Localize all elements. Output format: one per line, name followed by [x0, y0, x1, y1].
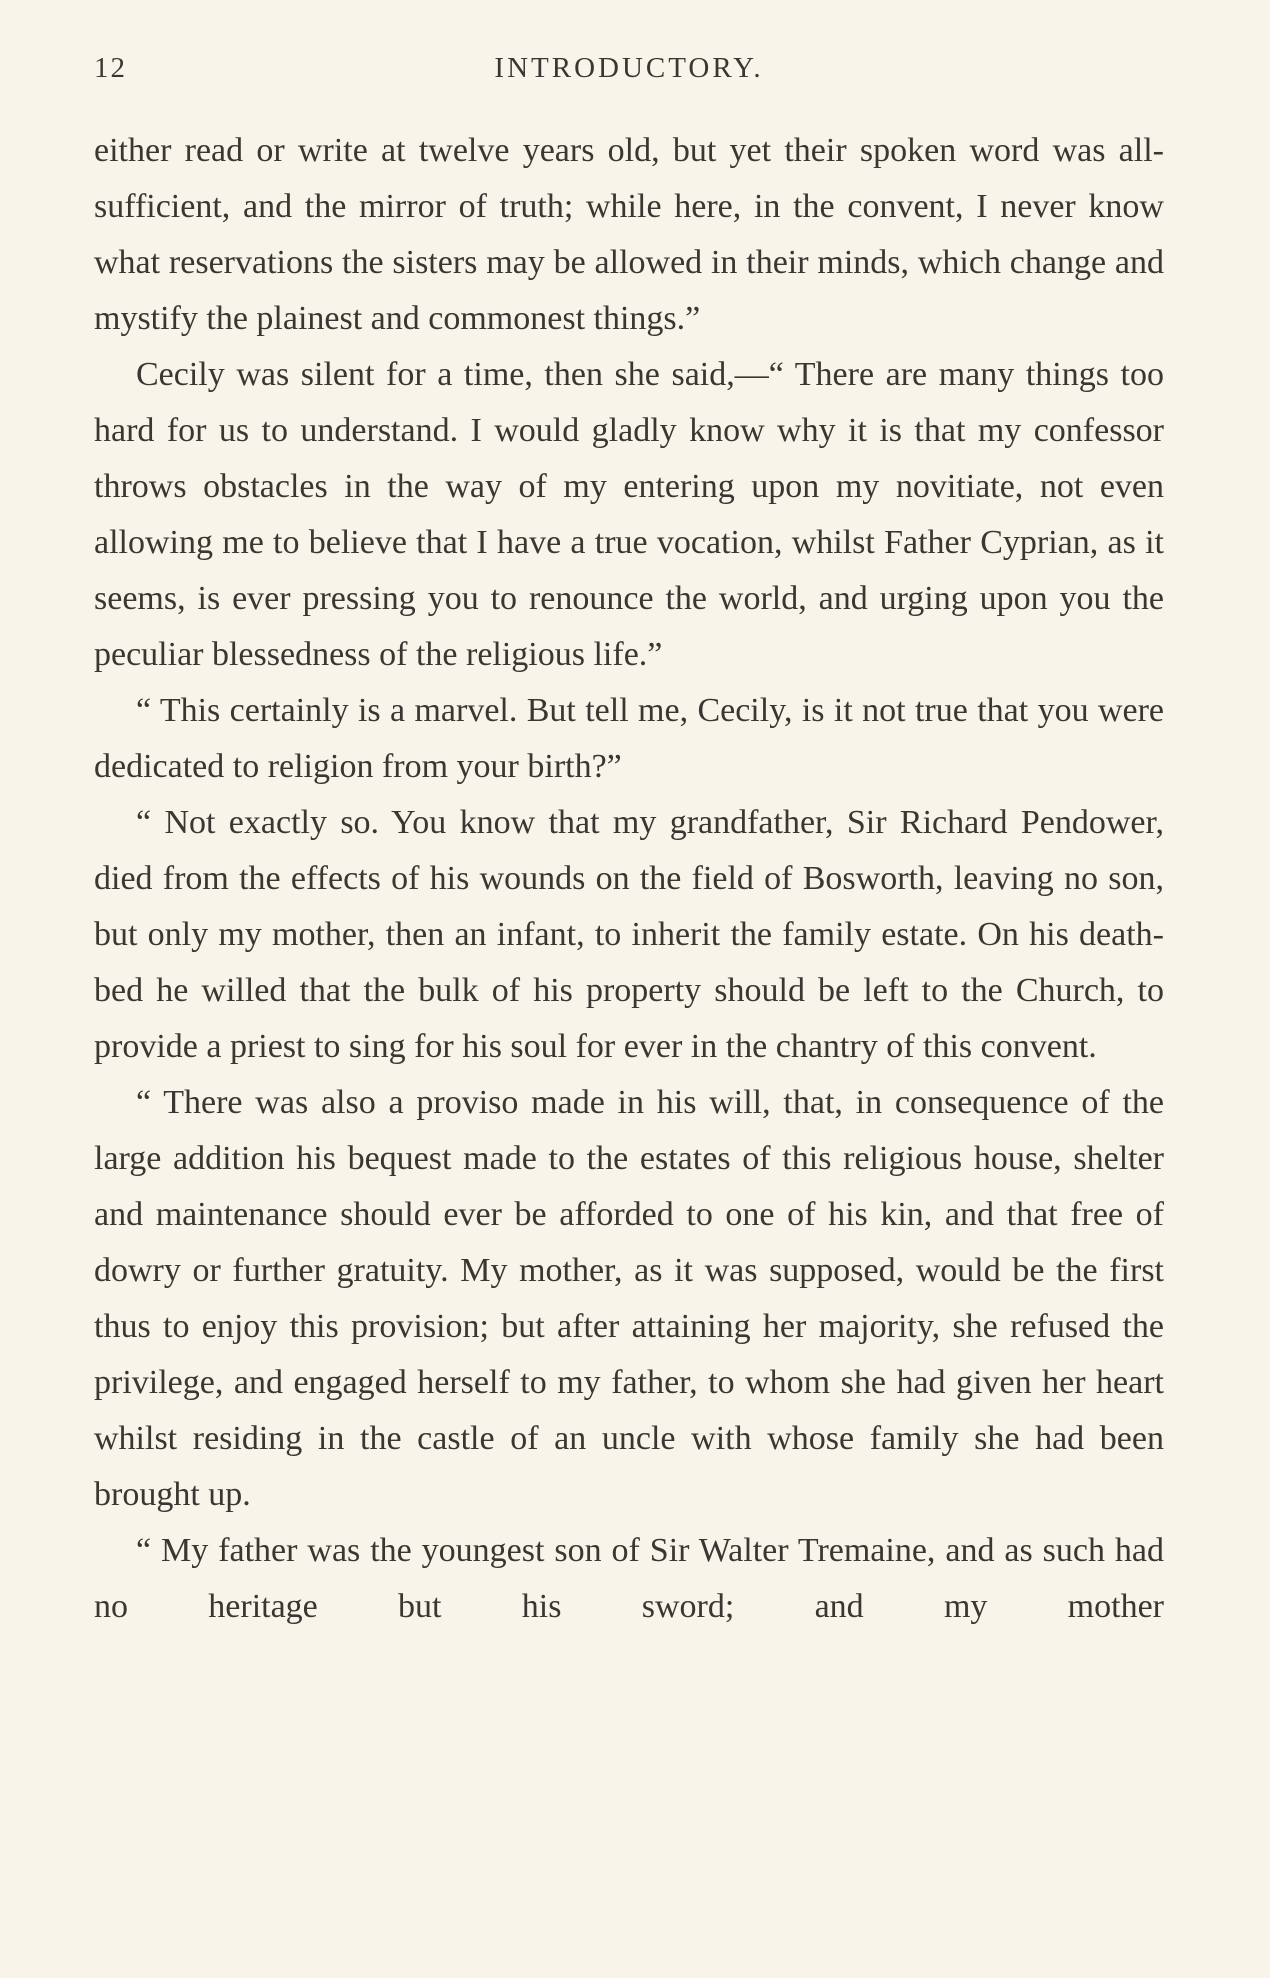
- paragraph-4: “ Not exactly so. You know that my grandfather, Sir Richard Pendower, died from the effects of his wounds on the field of Bosworth, leaving no son, but only my mother, then an infant, to inherit the family estate. On his death-bed he willed that the bulk of his property should be left to the Church, to provide a priest to sing for his soul for ever in the chantry of this convent.: [94, 804, 1164, 1065]
- page-number: 12: [94, 52, 127, 84]
- running-title: INTRODUCTORY.: [494, 52, 764, 84]
- paragraph-2: Cecily was silent for a time, then she said,—“ There are many things too hard for us to understand. I would gladly know why it is that my confessor throws obstacles in the way of my entering upon my novitiate, not even allowing me to believe that I have a true vocation, whilst Father Cyprian, as it seems, is ever pressing you to renounce the world, and urging upon you the peculiar blessedness of the religious life.”: [94, 356, 1164, 673]
- running-head: [94, 52, 1164, 92]
- body-text: [94, 123, 1164, 1635]
- paragraph-3: “ This certainly is a marvel. But tell me, Cecily, is it not true that you were dedicated to religion from your birth?”: [94, 692, 1164, 785]
- paragraph-1: either read or write at twelve years old, but yet their spoken word was all-sufficient, and the mirror of truth; while here, in the convent, I never know what reservations the sisters may be allowed in their minds, which change and mystify the plainest and commonest things.”: [94, 132, 1164, 337]
- paragraph-6: “ My father was the youngest son of Sir Walter Tremaine, and as such had no heritage but his sword; and my mother: [94, 1532, 1164, 1625]
- paragraph-5: “ There was also a proviso made in his will, that, in consequence of the large addition his bequest made to the estates of this religious house, shelter and maintenance should ever be afforded to one of his kin, and that free of dowry or further gratuity. My mother, as it was supposed, would be the first thus to enjoy this provision; but after attaining her majority, she refused the privilege, and engaged herself to my father, to whom she had given her heart whilst residing in the castle of an uncle with whose family she had been brought up.: [94, 1084, 1164, 1513]
